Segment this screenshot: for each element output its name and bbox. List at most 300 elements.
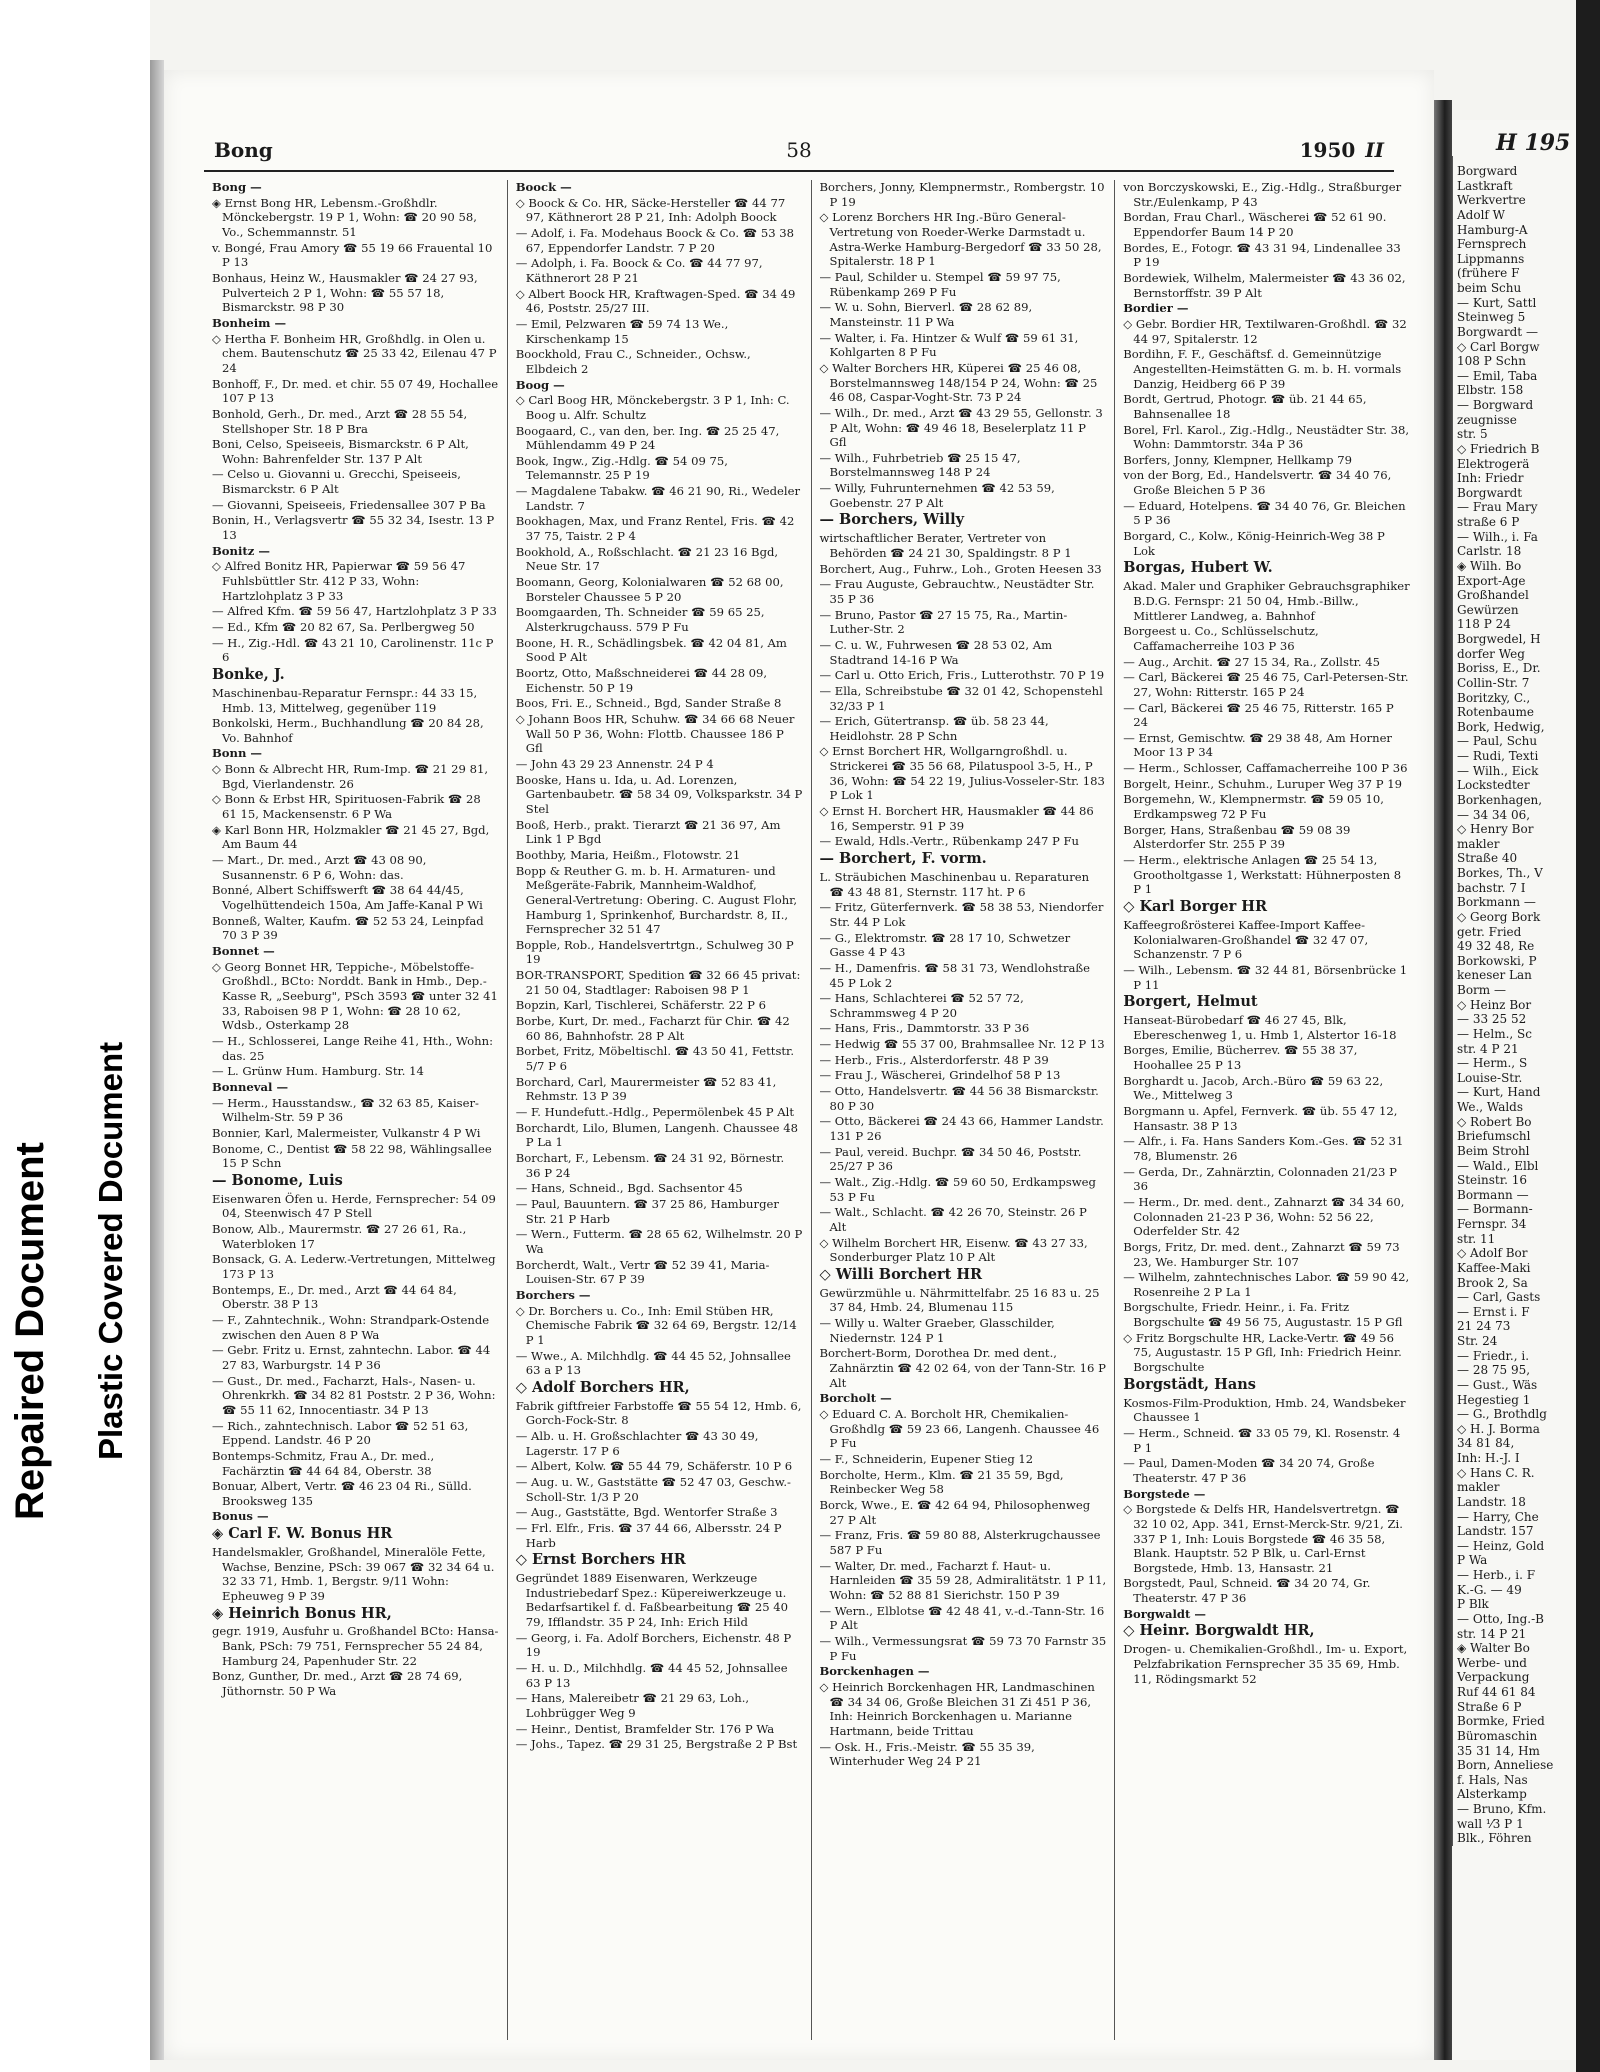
directory-entry: ◇ Gebr. Bordier HR, Textilwaren-Großhdl. ☎ 32 44 97, Spitalerstr. 12	[1123, 316, 1407, 346]
adjacent-page-line: — Borgward	[1457, 398, 1534, 412]
directory-entry: Boone, H. R., Schädlingsbek. ☎ 42 04 81, Am Sood P Alt	[515, 635, 787, 665]
directory-entry: Boockhold, Frau C., Schneider., Ochsw., Elbdeich 2	[515, 347, 751, 376]
scan-edge	[150, 60, 164, 2060]
directory-entry: — Herb., Fris., Alsterdorferstr. 48 P 39	[819, 1052, 1049, 1067]
directory-entry: Bookhagen, Max, und Franz Rentel, Fris. ☎ 42 37 75, Taistr. 2 P 4	[515, 514, 795, 544]
directory-entry: ◇ Lorenz Borchers HR Ing.-Büro General-Vertretung von Roeder-Werke Darmstadt u. Astra-Werke Hamburg-Bergedorf ☎ 33 50 28, Spitalerstr. 18 P 1	[819, 210, 1102, 269]
adjacent-page-column	[1452, 156, 1576, 1846]
directory-entry: — Wilhelm, zahntechnisches Labor. ☎ 59 90 42, Rosenreihe 2 P La 1	[1123, 1270, 1410, 1299]
adjacent-page-line: straße 6 P	[1457, 515, 1520, 529]
adjacent-page-line: f. Hals, Nas	[1457, 1772, 1528, 1787]
directory-entry: Kaffeegroßrösterei Kaffee-Import Kaffee- Kolonialwaren-Großhandel ☎ 32 47 07, Schanzenstr. 7 P 6	[1123, 917, 1369, 962]
directory-entry: ◇ Carl Boog HR, Mönckebergstr. 3 P 1, Inh: C. Boog u. Alfr. Schultz	[515, 393, 790, 422]
directory-entry: — Franz, Fris. ☎ 59 80 88, Alsterkrugchaussee 587 P Fu	[819, 1528, 1101, 1557]
directory-entry: — Herm., Dr. med. dent., Zahnarzt ☎ 34 34 60, Colonnaden 21-23 P 36, Wohn: 52 56 22, Oderfelder Str. 42	[1123, 1194, 1405, 1239]
directory-entry: Borfers, Jonny, Klempner, Hellkamp 79	[1123, 452, 1353, 467]
directory-entry: — Wilh., Lebensm. ☎ 32 44 81, Börsenbrücke 1 P 11	[1123, 962, 1408, 992]
directory-entry: — Emil, Pelzwaren ☎ 59 74 13 We., Kirschenkamp 15	[515, 316, 729, 346]
directory-entry: — Frau J., Wäscherei, Grindelhof 58 P 13	[819, 1068, 1061, 1083]
directory-entry: wirtschaftlicher Berater, Vertreter von Behörden ☎ 24 21 30, Spaldingstr. 8 P 1	[819, 531, 1072, 560]
directory-entry: Borckenhagen —	[819, 1664, 930, 1679]
adjacent-page-line: Steinweg 5	[1457, 310, 1526, 325]
directory-entry: Borghardt u. Jacob, Arch.-Büro ☎ 59 63 22, We., Mittelweg 3	[1123, 1073, 1384, 1103]
directory-entry: Bonkolski, Herm., Buchhandlung ☎ 20 84 28, Vo. Bahnhof	[212, 716, 484, 745]
directory-entry: Borgstedt, Paul, Schneid. ☎ 34 20 74, Gr. Theaterstr. 47 P 36	[1123, 1576, 1371, 1606]
directory-entry: Bonsack, G. A. Lederw.-Vertretungen, Mittelweg 173 P 13	[212, 1252, 496, 1281]
directory-entry: — Albert, Kolw. ☎ 55 44 79, Schäferstr. 10 P 6	[515, 1459, 793, 1474]
directory-entry: ◇ Heinrich Borckenhagen HR, Landmaschinen ☎ 34 34 06, Große Bleichen 31 Zi 451 P 36, Inh: Heinrich Borckenhagen u. Marianne Hartmann, beide Trittau	[819, 1679, 1095, 1738]
column-4	[1114, 180, 1418, 2040]
adjacent-page-line: Louise-Str.	[1457, 1070, 1523, 1085]
directory-entry: Borbet, Fritz, Möbeltischl. ☎ 43 50 41, Fettstr. 5/7 P 6	[515, 1044, 795, 1074]
adjacent-page-line: Inh: Friedr	[1457, 471, 1524, 486]
volume: II	[1365, 138, 1384, 162]
directory-entry: — Erich, Gütertransp. ☎ üb. 58 23 44, Heidlohstr. 28 P Schn	[819, 714, 1049, 743]
adjacent-page-line: 35 31 14, Hm	[1457, 1743, 1540, 1758]
directory-entry: ◈ Heinrich Bonus HR,	[212, 1604, 392, 1622]
directory-entry: Bonin, H., Verlagsvertr ☎ 55 32 34, Isestr. 13 P 13	[212, 513, 495, 543]
adjacent-page-line: — Bruno, Kfm.	[1457, 1802, 1547, 1816]
directory-entry: — Aug., Gaststätte, Bgd. Wentorfer Straße 3	[515, 1505, 778, 1520]
adjacent-page-line: — 34 34 06,	[1457, 807, 1531, 822]
directory-entry: Borel, Frl. Karol., Zig.-Hdlg., Neustädter Str. 38, Wohn: Dammtorstr. 34a P 36	[1123, 422, 1410, 452]
adjacent-page-line: ◇ Heinz Bor	[1457, 997, 1532, 1012]
directory-entry: Bordan, Frau Charl., Wäscherei ☎ 52 61 90. Eppendorfer Baum 14 P 20	[1123, 210, 1387, 239]
adjacent-page-line: getr. Fried	[1457, 924, 1522, 939]
directory-entry: ◇ Boock & Co. HR, Säcke-Hersteller ☎ 44 77 97, Käthnerort 28 P 21, Inh: Adolph Boock	[515, 195, 786, 225]
directory-entry: — W. u. Sohn, Bierverl. ☎ 28 62 89, Mansteinstr. 11 P Wa	[819, 300, 1033, 329]
directory-entry: ◇ Adolf Borchers HR,	[515, 1378, 690, 1396]
adjacent-page-line: Lippmanns	[1457, 251, 1525, 266]
adjacent-page-line: wall ⅟3 P 1	[1457, 1816, 1524, 1831]
directory-entry: ◇ Eduard C. A. Borcholt HR, Chemikalien-Großhdlg ☎ 59 23 66, Langenh. Chaussee 46 P Fu	[819, 1407, 1100, 1451]
directory-entry: Boogaard, C., van den, ber. Ing. ☎ 25 25 47, Mühlendamm 49 P 24	[515, 423, 780, 453]
directory-entry: Borgstede —	[1123, 1486, 1206, 1501]
directory-entry: Bopple, Rob., Handelsvertrtgn., Schulweg 30 P 19	[515, 937, 794, 967]
adjacent-page-line: Boriss, E., Dr.	[1457, 661, 1541, 676]
adjacent-page-line: ◇ Friedrich B	[1457, 441, 1540, 456]
directory-entry: Bonné, Albert Schiffswerft ☎ 38 64 44/45, Vogelhüttendeich 150a, Am Jaffe-Kanal P Wi	[212, 883, 483, 913]
directory-entry: — Wilh., Dr. med., Arzt ☎ 43 29 55, Gellonstr. 3 P Alt, Wohn: ☎ 49 46 18, Beselerplatz 11 P Gfl	[819, 405, 1103, 450]
directory-entry: ◇ Fritz Borgschulte HR, Lacke-Vertr. ☎ 49 56 75, Augustastr. 15 P Gfl, Inh: Friedrich Heinr. Borgschulte	[1123, 1330, 1402, 1375]
directory-entry: Hanseat-Bürobedarf ☎ 46 27 45, Blk, Ebereschenweg 1, u. Hmb 1, Alstertor 16-18	[1123, 1013, 1397, 1042]
directory-entry: Bonhoff, F., Dr. med. et chir. 55 07 49, Hochallee 107 P 13	[212, 376, 499, 406]
adjacent-page-line: ◇ Adolf Bor	[1457, 1246, 1528, 1261]
adjacent-page-line: str. 11	[1457, 1231, 1496, 1246]
directory-entry: — Hedwig ☎ 55 37 00, Brahmsallee Nr. 12 P 13	[819, 1037, 1105, 1052]
directory-entry: — Aug., Archit. ☎ 27 15 34, Ra., Zollstr. 45	[1123, 654, 1380, 669]
directory-entry: Fabrik giftfreier Farbstoffe ☎ 55 54 12, Hmb. 6, Gorch-Fock-Str. 8	[515, 1398, 802, 1428]
directory-entry: Boock —	[515, 180, 572, 194]
directory-entry: Borgert, Helmut	[1123, 993, 1258, 1011]
adjacent-page-line: Borm —	[1457, 983, 1506, 997]
adjacent-page-line: ◇ Georg Bork	[1457, 909, 1541, 924]
directory-entry: — Ernst, Gemischtw. ☎ 29 38 48, Am Horner Moor 13 P 34	[1123, 730, 1392, 760]
adjacent-page-line: — Friedr., i.	[1457, 1348, 1530, 1363]
document-stamp-panel	[0, 0, 150, 2072]
adjacent-page-line: Landstr. 18	[1457, 1494, 1526, 1509]
directory-entry: — Paul, Schilder u. Stempel ☎ 59 97 75, Rübenkamp 269 P Fu	[819, 269, 1061, 299]
adjacent-page-line: — Ernst i. F	[1457, 1304, 1530, 1319]
directory-entry: Boni, Celso, Speiseeis, Bismarckstr. 6 P Alt, Wohn: Bahrenfelder Str. 137 P Alt	[212, 437, 469, 466]
directory-entry: Borgas, Hubert W.	[1123, 559, 1273, 577]
directory-entry: Bonhaus, Heinz W., Hausmakler ☎ 24 27 93, Pulverteich 2 P 1, Wohn: ☎ 55 57 18, Bismarckstr. 98 P 30	[212, 270, 478, 315]
directory-entry: Bordihn, F. F., Geschäftsf. d. Gemeinnützige Angestellten-Heimstätten G. m. b. H. vormals Danzig, Heidberg 66 P 39	[1123, 347, 1402, 391]
directory-entry: — Mart., Dr. med., Arzt ☎ 43 08 90, Susannenstr. 6 P 6, Wohn: das.	[212, 853, 427, 882]
scan-border	[1576, 0, 1600, 2072]
directory-entry: — Wwe., A. Milchhdlg. ☎ 44 45 52, Johnsallee 63 a P 13	[515, 1348, 791, 1378]
adjacent-page-line: ◇ Henry Bor	[1457, 822, 1534, 837]
adjacent-page-line: 34 81 84,	[1457, 1436, 1515, 1451]
adjacent-page-line: Hamburg-A	[1457, 222, 1528, 237]
directory-entry: — Willy, Fuhrunternehmen ☎ 42 53 59, Goebenstr. 27 P Alt	[819, 481, 1055, 510]
directory-entry: Bontemps-Schmitz, Frau A., Dr. med., Fachärztin ☎ 44 64 84, Oberstr. 38	[212, 1448, 435, 1478]
adjacent-page-line: Adolf W	[1457, 207, 1505, 222]
adjacent-page-line: — Wald., Elbl	[1457, 1158, 1539, 1173]
directory-entry: Bordier —	[1123, 301, 1189, 316]
directory-entry: — Hans, Schneid., Bgd. Sachsentor 45	[515, 1181, 743, 1196]
directory-entry: Borchert, Aug., Fuhrw., Loh., Groten Heesen 33	[819, 561, 1102, 576]
directory-entry: Gewürzmühle u. Nährmittelfabr. 25 16 83 u. 25 37 84, Hmb. 24, Blumenau 115	[819, 1285, 1100, 1315]
directory-entry: Boortz, Otto, Maßschneiderei ☎ 44 28 09, Eichenstr. 50 P 19	[515, 666, 768, 695]
year: 1950	[1299, 138, 1356, 162]
adjacent-page-line: Großhandel	[1457, 588, 1529, 603]
adjacent-page-line: Alsterkamp	[1457, 1787, 1527, 1802]
directory-entry: — H. u. D., Milchhdlg. ☎ 44 45 52, Johnsallee 63 P 13	[515, 1661, 788, 1690]
running-head: Bong	[214, 138, 273, 162]
column-3	[811, 180, 1115, 2040]
directory-entry: — Fritz, Güterfernverk. ☎ 58 38 53, Niendorfer Str. 44 P Lok	[819, 900, 1104, 929]
adjacent-page-line: makler	[1457, 1480, 1500, 1495]
directory-entry: — H., Zig.-Hdl. ☎ 43 21 10, Carolinenstr. 11c P 6	[212, 635, 494, 665]
adjacent-page-line: — Rudi, Texti	[1457, 749, 1539, 763]
adjacent-page-line: Export-Age	[1457, 573, 1526, 588]
directory-entry: — F. Hundefutt.-Hdlg., Pepermölenbek 45 P Alt	[515, 1105, 794, 1120]
adjacent-page-line: str. 5	[1457, 427, 1488, 442]
directory-entry: ◇ Ernst H. Borchert HR, Hausmakler ☎ 44 86 16, Semperstr. 91 P 39	[819, 804, 1094, 833]
adjacent-page-line: Hegestieg 1	[1457, 1392, 1531, 1407]
adjacent-page-line: — Kurt, Hand	[1457, 1085, 1541, 1100]
directory-entry: ◇ Karl Borger HR	[1123, 898, 1268, 916]
directory-entry: Borger, Hans, Straßenbau ☎ 59 08 39 Alsterdorfer Str. 255 P 39	[1123, 822, 1351, 852]
adjacent-page-line: 21 24 73	[1457, 1319, 1511, 1334]
adjacent-page-line: — Kurt, Sattl	[1457, 295, 1537, 310]
adjacent-page-line: Verpackung	[1457, 1670, 1530, 1685]
directory-entry: — Alfr., i. Fa. Hans Sanders Kom.-Ges. ☎ 52 31 78, Blumenstr. 26	[1123, 1134, 1404, 1163]
directory-entry: BOR-TRANSPORT, Spedition ☎ 32 66 45 privat: 21 50 04, Stadtlager: Raboisen 98 P 1	[515, 968, 801, 997]
directory-entry: — Alfred Kfm. ☎ 59 56 47, Hartzlohplatz 3 P 33	[212, 604, 497, 619]
directory-entry: Bookhold, A., Roßschlacht. ☎ 21 23 16 Bgd, Neue Str. 17	[515, 544, 779, 574]
directory-entry: ◇ Johann Boos HR, Schuhw. ☎ 34 66 68 Neuer Wall 50 P 36, Wohn: Flottb. Chaussee 186 P Gfl	[515, 711, 795, 756]
adjacent-page-line: str. 14 P 21	[1457, 1626, 1527, 1641]
adjacent-page-line: Borgwedel, H	[1457, 632, 1541, 646]
adjacent-page-line: — Frau Mary	[1457, 500, 1538, 515]
directory-entry: — Walter, i. Fa. Hintzer & Wulf ☎ 59 61 31, Kohlgarten 8 P Fu	[819, 330, 1079, 360]
adjacent-page-line: Straße 40	[1457, 851, 1518, 866]
directory-entry: Borges, Emilie, Bücherrev. ☎ 55 38 37, Hoohallee 25 P 13	[1123, 1043, 1358, 1072]
directory-entry: — Herm., elektrische Anlagen ☎ 25 54 13, Grootholtgasse 1, Werkstatt: Hühnerposten 8 P 1	[1123, 853, 1402, 897]
directory-entry: Bordes, E., Fotogr. ☎ 43 31 94, Lindenallee 33 P 19	[1123, 240, 1401, 270]
adjacent-page-line: — 28 75 95,	[1457, 1363, 1531, 1378]
directory-entry: — Osk. H., Fris.-Meistr. ☎ 55 35 39, Winterhuder Weg 24 P 21	[819, 1739, 1035, 1769]
directory-entry: — Eduard, Hotelpens. ☎ 34 40 76, Gr. Bleichen 5 P 36	[1123, 498, 1406, 528]
adjacent-page-line: Borkenhagen,	[1457, 792, 1543, 807]
adjacent-page-line: ◈ Wilh. Bo	[1457, 558, 1522, 573]
directory-entry: — Bruno, Pastor ☎ 27 15 75, Ra., Martin-Luther-Str. 2	[819, 607, 1068, 637]
directory-entry: — Wilh., Fuhrbetrieb ☎ 25 15 47, Borstelmannsweg 148 P 24	[819, 450, 1021, 480]
adjacent-page-line: Elektrogerä	[1457, 456, 1530, 471]
directory-entry: Bordt, Gertrud, Photogr. ☎ üb. 21 44 65, Bahnsenallee 18	[1123, 392, 1367, 421]
directory-entry: — G., Elektromstr. ☎ 28 17 10, Schwetzer Gasse 4 P 43	[819, 930, 1071, 960]
directory-entry: — Walt., Zig.-Hdlg. ☎ 59 60 50, Erdkampsweg 53 P Fu	[819, 1175, 1096, 1204]
directory-entry: — Hans, Fris., Dammtorstr. 33 P 36	[819, 1021, 1030, 1036]
directory-entry: Bonhold, Gerh., Dr. med., Arzt ☎ 28 55 54, Stellshoper Str. 18 P Bra	[212, 406, 468, 436]
directory-entry: von Borczyskowski, E., Zig.-Hdlg., Straßburger Str./Eulenkamp, P 43	[1123, 180, 1402, 209]
adjacent-page-line: Boritzky, C.,	[1457, 690, 1531, 705]
directory-entry: — Herm., Hausstandsw., ☎ 32 63 85, Kaiser-Wilhelm-Str. 59 P 36	[212, 1095, 479, 1125]
directory-entry: — Giovanni, Speiseeis, Friedensallee 307 P Ba	[212, 497, 486, 512]
directory-entry: — Otto, Bäckerei ☎ 24 43 66, Hammer Landstr. 131 P 26	[819, 1114, 1104, 1144]
directory-entry: Borchard, Carl, Maurermeister ☎ 52 83 41, Rehmstr. 13 P 39	[515, 1074, 777, 1104]
directory-entry: Bonitz —	[212, 543, 270, 558]
year-volume	[1300, 138, 1384, 162]
adjacent-page-line: — 33 25 52	[1457, 1012, 1527, 1027]
adjacent-page-line: dorfer Weg	[1457, 646, 1525, 661]
directory-entry: ◇ Ernst Borchers HR	[515, 1551, 686, 1569]
directory-entry: Maschinenbau-Reparatur Fernspr.: 44 33 15, Hmb. 13, Mittelweg, gegenüber 119	[212, 685, 478, 715]
directory-entry: Handelsmakler, Großhandel, Mineralöle Fette, Wachse, Benzine, PSch: 39 067 ☎ 32 34 64 u. 32 33 71, Hmb. 1, Bergstr. 9/11 Wohn: Epheuweg 9 P 39	[212, 1544, 495, 1603]
adjacent-page-line: (frühere F	[1457, 266, 1520, 281]
directory-entry: — Paul, Damen-Moden ☎ 34 20 74, Große Theaterstr. 47 P 36	[1123, 1456, 1375, 1485]
directory-entry: Borcherdt, Walt., Vertr ☎ 52 39 41, Maria-Louisen-Str. 67 P 39	[515, 1257, 770, 1287]
directory-entry: — Ed., Kfm ☎ 20 82 67, Sa. Perlbergweg 50	[212, 620, 475, 635]
adjacent-page-line: — Otto, Ing.-B	[1457, 1611, 1544, 1626]
adjacent-page-line: zeugnisse	[1457, 412, 1517, 427]
directory-columns	[204, 180, 1418, 2040]
directory-entry: — Wern., Futterm. ☎ 28 65 62, Wilhelmstr. 20 P Wa	[515, 1227, 803, 1256]
directory-entry: ◈ Ernst Bong HR, Lebensm.-Großhdlr. Mönckebergstr. 19 P 1, Wohn: ☎ 20 90 58, Vo., Schemmannstr. 51	[212, 195, 477, 239]
adjacent-page-line: Bormke, Fried	[1457, 1714, 1545, 1729]
directory-entry: Bong —	[212, 180, 262, 194]
directory-entry: — L. Grünw Hum. Hamburg. Str. 14	[212, 1064, 424, 1079]
directory-entry: — Ewald, Hdls.-Vertr., Rübenkamp 247 P Fu	[819, 834, 1080, 849]
directory-entry: Borgstädt, Hans	[1123, 1375, 1256, 1393]
directory-entry: Bonn —	[212, 746, 263, 761]
page-number: 58	[786, 138, 812, 162]
directory-entry: — H., Damenfris. ☎ 58 31 73, Wendlohstraße 45 P Lok 2	[819, 960, 1091, 990]
directory-entry: — Otto, Handelsvertr. ☎ 44 56 38 Bismarckstr. 80 P 30	[819, 1084, 1099, 1113]
directory-entry: ◇ Wilhelm Borchert HR, Eisenw. ☎ 43 27 33, Sonderburger Platz 10 P Alt	[819, 1235, 1088, 1265]
directory-entry: — Gerda, Dr., Zahnärztin, Colonnaden 21/23 P 36	[1123, 1164, 1397, 1194]
directory-entry: ◇ Heinr. Borgwaldt HR,	[1123, 1622, 1315, 1640]
adjacent-page-header: H 195	[1496, 130, 1571, 156]
adjacent-page-line: Straße 6 P	[1457, 1699, 1522, 1714]
adjacent-page-line: 49 32 48, Re	[1457, 939, 1535, 954]
directory-page	[164, 70, 1434, 2060]
directory-entry: L. Sträubichen Maschinenbau u. Reparaturen ☎ 43 48 81, Sternstr. 117 ht. P 6	[819, 869, 1090, 899]
directory-entry: — Magdalene Tabakw. ☎ 46 21 90, Ri., Wedeler Landstr. 7	[515, 484, 801, 513]
directory-entry: ◇ Dr. Borchers u. Co., Inh: Emil Stüben HR, Chemische Fabrik ☎ 32 64 69, Bergstr. 12/14 P 1	[515, 1303, 797, 1347]
directory-entry: — C. u. W., Fuhrwesen ☎ 28 53 02, Am Stadtrand 14-16 P Wa	[819, 637, 1053, 667]
directory-entry: ◇ Bonn & Erbst HR, Spirituosen-Fabrik ☎ 28 61 15, Mackensenstr. 6 P Wa	[212, 792, 481, 822]
adjacent-page-line: — Bormann-	[1457, 1202, 1533, 1217]
directory-entry: Bordewiek, Wilhelm, Malermeister ☎ 43 36 02, Bernstorffstr. 39 P Alt	[1123, 270, 1406, 300]
adjacent-page-line: Lockstedter	[1457, 778, 1530, 793]
adjacent-page-line: — Herm., S	[1457, 1056, 1528, 1071]
directory-entry: Boomann, Georg, Kolonialwaren ☎ 52 68 00, Borsteler Chaussee 5 P 20	[515, 575, 784, 604]
directory-entry: Bonnet —	[212, 944, 275, 958]
directory-entry: Gegründet 1889 Eisenwaren, Werkzeuge Industriebedarf Spez.: Küpereiwerkzeuge u. Bedarfsartikel f. d. Faßbearbeitung ☎ 25 40 79, Ifflandstr. 35 P 24, Inh: Erich Hild	[515, 1571, 789, 1630]
directory-entry: ◇ Bonn & Albrecht HR, Rum-Imp. ☎ 21 29 81, Bgd, Vierlandenstr. 26	[212, 762, 489, 791]
directory-entry: Booß, Herb., prakt. Tierarzt ☎ 21 36 97, Am Link 1 P Bgd	[515, 817, 781, 847]
column-2	[507, 180, 811, 2040]
adjacent-page-line: Elbstr. 158	[1457, 383, 1524, 398]
directory-entry: — Paul, Bauuntern. ☎ 37 25 86, Hamburger Str. 21 P Harb	[515, 1196, 779, 1226]
adjacent-page-line: We., Walds	[1457, 1100, 1524, 1114]
directory-entry: — Herm., Schneid. ☎ 33 05 79, Kl. Rosenstr. 4 P 1	[1123, 1425, 1401, 1455]
directory-entry: Borgmann u. Apfel, Fernverk. ☎ üb. 55 47 12, Hansastr. 38 P 13	[1123, 1103, 1398, 1133]
adjacent-page-line: Kaffee-Maki	[1457, 1260, 1531, 1275]
directory-entry: Borgard, C., Kolw., König-Heinrich-Weg 38 P Lok	[1123, 529, 1385, 558]
directory-entry: — Alb. u. H. Großschlachter ☎ 43 30 49, Lagerstr. 17 P 6	[515, 1429, 759, 1458]
directory-entry: Bonneß, Walter, Kaufm. ☎ 52 53 24, Leinpfad 70 3 P 39	[212, 913, 484, 943]
directory-entry: Borbe, Kurt, Dr. med., Facharzt für Chir. ☎ 42 60 86, Bahnhofstr. 28 P Alt	[515, 1014, 790, 1043]
directory-entry: — John 43 29 23 Annenstr. 24 P 4	[515, 756, 714, 771]
directory-entry: — Heinr., Dentist, Bramfelder Str. 176 P Wa	[515, 1721, 775, 1736]
directory-entry: — Carl, Bäckerei ☎ 25 46 75, Carl-Petersen-Str. 27, Wohn: Ritterstr. 165 P 24	[1123, 670, 1409, 699]
directory-entry: — Carl u. Otto Erich, Fris., Lutterothstr. 70 P 19	[819, 668, 1105, 683]
adjacent-page-line: Borkmann —	[1457, 895, 1536, 910]
directory-entry: — Adolf, i. Fa. Modehaus Boock & Co. ☎ 53 38 67, Eppendorfer Landstr. 7 P 20	[515, 225, 795, 255]
directory-entry: Booske, Hans u. Ida, u. Ad. Lorenzen, Gartenbaubetr. ☎ 58 34 09, Volksparkstr. 34 P Stel	[515, 772, 803, 816]
adjacent-page-line: — Gust., Wäs	[1457, 1377, 1538, 1392]
adjacent-page-line: Briefumschl	[1457, 1129, 1531, 1144]
adjacent-page-line: — Wilh., Eick	[1457, 763, 1539, 778]
adjacent-page-line: str. 4 P 21	[1457, 1041, 1519, 1056]
adjacent-page-line: Büromaschin	[1457, 1728, 1538, 1743]
adjacent-page-line: keneser Lan	[1457, 968, 1532, 983]
adjacent-page-line: bachstr. 7 I	[1457, 880, 1526, 895]
directory-entry: ◇ Alfred Bonitz HR, Papierwar ☎ 59 56 47 Fuhlsbüttler Str. 412 P 33, Wohn: Hartzlohplatz 3 P 33	[212, 559, 466, 603]
directory-entry: v. Bongé, Frau Amory ☎ 55 19 66 Frauental 10 P 13	[212, 240, 493, 270]
directory-entry: ◈ Karl Bonn HR, Holzmakler ☎ 21 45 27, Bgd, Am Baum 44	[212, 822, 490, 852]
adjacent-page-line: ◇ H. J. Borma	[1457, 1421, 1540, 1436]
directory-entry: Bonus —	[212, 1509, 269, 1524]
directory-entry: Bonneval —	[212, 1079, 289, 1094]
plastic-covered-stamp: Plastic Covered Document	[92, 1041, 129, 1460]
adjacent-page-line: P Wa	[1457, 1553, 1488, 1568]
directory-entry: Borchers —	[515, 1287, 591, 1302]
directory-entry: — Borchers, Willy	[819, 511, 965, 529]
directory-entry: Bonz, Gunther, Dr. med., Arzt ☎ 28 74 69, Jüthornstr. 50 P Wa	[212, 1669, 463, 1699]
adjacent-page-line: Ruf 44 61 84	[1457, 1685, 1536, 1699]
directory-entry: Bontemps, E., Dr. med., Arzt ☎ 44 64 84, Oberstr. 38 P 13	[212, 1282, 457, 1312]
adjacent-page-line: — G., Brothdlg	[1457, 1407, 1547, 1422]
directory-entry: — H., Schlosserei, Lange Reihe 41, Hth., Wohn: das. 25	[212, 1033, 494, 1063]
directory-entry: Borgs, Fritz, Dr. med. dent., Zahnarzt ☎ 59 73 23, We. Hamburger Str. 107	[1123, 1239, 1400, 1269]
adjacent-page-line: Werbe- und	[1457, 1655, 1527, 1670]
adjacent-page-line: Borgwardt —	[1457, 324, 1538, 339]
adjacent-page-line: Bork, Hedwig,	[1457, 719, 1545, 734]
directory-entry: — Walter, Dr. med., Facharzt f. Haut- u. Harnleiden ☎ 35 59 28, Admiralitätstr. 1 P 11, Wohn: ☎ 52 88 81 Sierichstr. 150 P 39	[819, 1558, 1107, 1602]
directory-entry: Drogen- u. Chemikalien-Großhdl., Im- u. Export, Pelzfabrikation Fernsprecher 35 35 69, Hmb. 11, Rödingsmarkt 52	[1123, 1642, 1408, 1686]
adjacent-page-line: Fernsprech	[1457, 237, 1527, 252]
directory-entry: — Gust., Dr. med., Facharzt, Hals-, Nasen- u. Ohrenkrkh. ☎ 34 82 81 Poststr. 2 P 36, Wohn: ☎ 55 11 62, Innocentiastr. 34 P 13	[212, 1373, 496, 1417]
directory-entry: — Rich., zahntechnisch. Labor ☎ 52 51 63, Eppend. Landstr. 46 P 20	[212, 1418, 469, 1448]
adjacent-page-line: Borkowski, P	[1457, 953, 1537, 968]
directory-entry: — Hans, Schlachterei ☎ 52 57 72, Schrammsweg 4 P 20	[819, 991, 1024, 1020]
directory-entry: — Ella, Schreibstube ☎ 32 01 42, Schopenstehl 32/33 P 1	[819, 683, 1103, 713]
directory-entry: — F., Zahntechnik., Wohn: Strandpark-Ostende zwischen den Auen 8 P Wa	[212, 1312, 490, 1342]
adjacent-page-line: Str. 24	[1457, 1334, 1498, 1348]
directory-entry: Kosmos-Film-Produktion, Hmb. 24, Wandsbeker Chaussee 1	[1123, 1395, 1406, 1425]
adjacent-page-line: beim Schu	[1457, 281, 1522, 295]
page-header	[204, 134, 1394, 172]
directory-entry: — Walt., Schlacht. ☎ 42 26 70, Steinstr. 26 P Alt	[819, 1205, 1087, 1234]
directory-entry: ◇ Georg Bonnet HR, Teppiche-, Möbelstoffe-Großhdl., BCto: Norddt. Bank in Hmb., Dep.-Kasse R, „Seeburg", PSch 3593 ☎ unter 32 41 33, Raboisen 98 P 1, Wohn: ☎ 28 10 62, Wdsb., Osterkamp 28	[212, 959, 498, 1033]
book-gutter	[1434, 100, 1452, 2060]
directory-entry: Bonnier, Karl, Malermeister, Vulkanstr 4 P Wi	[212, 1125, 481, 1140]
directory-entry: ◇ Walter Borchers HR, Küperei ☎ 25 46 08, Borstelmannsweg 148/154 P 24, Wohn: ☎ 25 46 08, Caspar-Voght-Str. 73 P 24	[819, 360, 1098, 405]
adjacent-page-line: Borgward	[1457, 164, 1518, 178]
adjacent-page-line: Werkvertre	[1457, 193, 1526, 208]
directory-entry: ◇ Hertha F. Bonheim HR, Großhdlg. in Olen u. chem. Bautenschutz ☎ 25 33 42, Eilenau 47 P 24	[212, 331, 497, 375]
directory-entry: Borgemehn, W., Klempnermstr. ☎ 59 05 10, Erdkampsweg 72 P Fu	[1123, 792, 1384, 822]
adjacent-page-line: Borkes, Th., V	[1457, 866, 1543, 880]
directory-entry: Bonome, C., Dentist ☎ 58 22 98, Wählingsallee 15 P Schn	[212, 1141, 492, 1171]
adjacent-page-line: Gewürzen	[1457, 602, 1519, 617]
adjacent-page	[1452, 120, 1576, 2060]
directory-entry: Borcholte, Herm., Klm. ☎ 21 35 59, Bgd, Reinbecker Weg 58	[819, 1467, 1064, 1497]
directory-entry: — Gebr. Fritz u. Ernst, zahntechn. Labor. ☎ 44 27 83, Warburgstr. 14 P 36	[212, 1343, 491, 1372]
directory-entry: ◈ Carl F. W. Bonus HR	[212, 1525, 393, 1543]
adjacent-page-line: — Emil, Taba	[1457, 368, 1538, 383]
adjacent-page-line: — Paul, Schu	[1457, 734, 1538, 749]
directory-entry: — Wern., Elblotse ☎ 42 48 41, v.-d.-Tann-Str. 16 P Alt	[819, 1603, 1105, 1633]
adjacent-page-line: — Heinz, Gold	[1457, 1538, 1545, 1553]
directory-entry: ◇ Willi Borchert HR	[819, 1265, 983, 1283]
directory-entry: Borgeest u. Co., Schlüsselschutz, Caffamacherreihe 103 P 36	[1123, 624, 1319, 653]
directory-entry: Akad. Maler und Graphiker Gebrauchsgraphiker B.D.G. Fernspr: 21 50 04, Hmb.-Billw., Mittlerer Landweg, a. Bahnhof	[1123, 579, 1410, 623]
directory-entry: — Borchert, F. vorm.	[819, 850, 987, 868]
directory-entry: Borgwaldt —	[1123, 1606, 1206, 1621]
directory-entry: Borcholt —	[819, 1391, 892, 1406]
adjacent-page-line: Landstr. 157	[1457, 1524, 1534, 1539]
directory-entry: Borchers, Jonny, Klempnermstr., Rombergstr. 10 P 19	[819, 180, 1105, 209]
adjacent-page-line: Inh: H.-J. I	[1457, 1451, 1520, 1465]
adjacent-page-line: — Wilh., i. Fa	[1457, 529, 1538, 544]
adjacent-page-line: ◇ Carl Borgw	[1457, 339, 1540, 354]
adjacent-page-line: Borgwardt	[1457, 485, 1523, 500]
directory-entry: ◇ Ernst Borchert HR, Wollgarngroßhdl. u. Strickerei ☎ 35 56 68, Pilatuspool 3-5, H., P 36, Wohn: ☎ 54 22 19, Julius-Vosseler-Str. 183 P Lok 1	[819, 744, 1105, 803]
directory-entry: Bonheim —	[212, 315, 287, 330]
adjacent-page-line: ◇ Hans C. R.	[1457, 1465, 1535, 1480]
directory-entry: — Johs., Tapez. ☎ 29 31 25, Bergstraße 2 P Bst	[515, 1737, 798, 1752]
directory-entry: Borchardt, Lilo, Blumen, Langenh. Chaussee 48 P La 1	[515, 1120, 798, 1150]
adjacent-page-line: — Harry, Che	[1457, 1509, 1539, 1524]
directory-entry: — Frl. Elfr., Fris. ☎ 37 44 66, Albersstr. 24 P Harb	[515, 1520, 782, 1550]
directory-entry: Bonow, Alb., Maurermstr. ☎ 27 26 61, Ra., Waterbloken 17	[212, 1222, 467, 1251]
adjacent-page-line: Rotenbaume	[1457, 705, 1534, 720]
adjacent-page-line: P Blk	[1457, 1597, 1489, 1612]
adjacent-page-line: Born, Anneliese	[1457, 1758, 1554, 1773]
directory-entry: ◇ Albert Boock HR, Kraftwagen-Sped. ☎ 34 49 46, Poststr. 25/27 III.	[515, 286, 796, 316]
directory-entry: — F., Schneiderin, Eupener Stieg 12	[819, 1452, 1034, 1467]
adjacent-page-line: K.-G. — 49	[1457, 1582, 1522, 1597]
directory-entry: — Adolph, i. Fa. Boock & Co. ☎ 44 77 97, Käthnerort 28 P 21	[515, 256, 763, 285]
directory-entry: Bonuar, Albert, Vertr. ☎ 46 23 04 Ri., Sülld. Brooksweg 135	[212, 1479, 472, 1508]
directory-entry: ◇ Borgstede & Delfs HR, Handelsvertretgn. ☎ 32 10 02, App. 341, Ernst-Merck-Str. 9/21, Zi. 337 P 1, Inh: Louis Borgstede ☎ 46 35 58, Blank. Hauptstr. 52 P Blk, u. Carl-Ernst Borgstede, Hmb. 13, Hansastr. 21	[1123, 1502, 1403, 1575]
